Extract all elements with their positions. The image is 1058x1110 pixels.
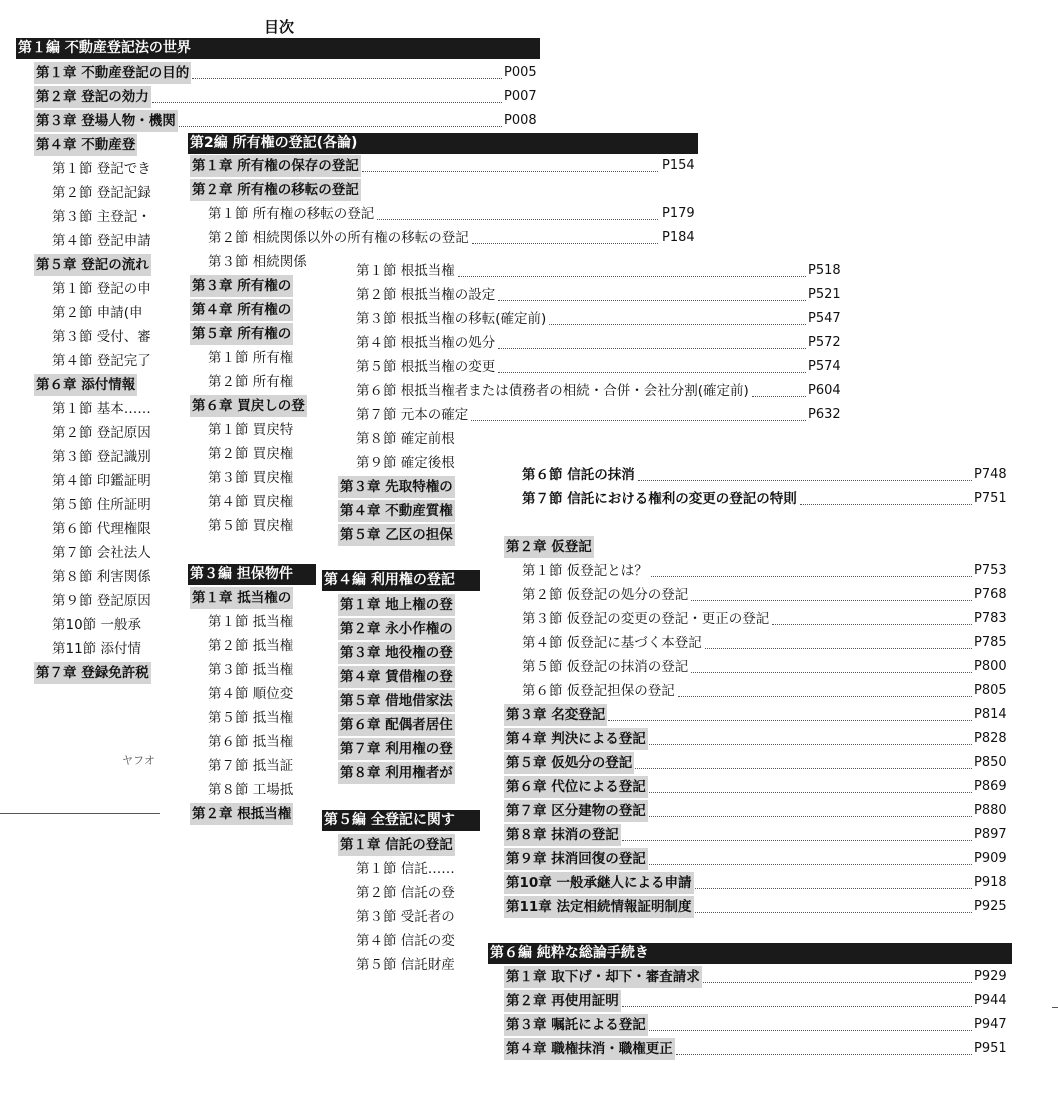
toc-entry-label: 第３章 先取特権の [338, 476, 455, 498]
leader-dots [638, 458, 972, 481]
toc-entry-label: 第２節 登記記録 [52, 185, 151, 201]
toc-page-number: P604 [808, 383, 841, 398]
toc-entry-label: 第１節 信託…… [356, 861, 455, 877]
part-header: 第１編 不動産登記法の世界 [16, 38, 540, 59]
toc-entry-label: 第２節 所有権 [208, 374, 294, 390]
toc-section-row [186, 635, 316, 657]
toc-sheet-part3 [186, 562, 316, 828]
toc-section-row [338, 404, 858, 426]
toc-entry-label: 第２節 申請(申 [52, 305, 143, 321]
toc-page-number: P521 [808, 287, 841, 302]
toc-entry-label: 第６章 添付情報 [34, 374, 137, 396]
toc-entry-label: 第６節 抵当権 [208, 734, 294, 750]
toc-page-number: P869 [974, 779, 1007, 794]
toc-page-number: P572 [808, 335, 841, 350]
toc-entry-label: 第７章 区分建物の登記 [504, 800, 648, 822]
toc-entry-label: 第１節 所有権の移転の登記 [208, 206, 375, 222]
toc-entry-label: 第３節 買戻権 [208, 470, 294, 486]
leader-dots [622, 984, 972, 1007]
toc-page-number: P785 [974, 635, 1007, 650]
toc-chapter-row [320, 666, 480, 688]
toc-entry-label: 第３節 登記識別 [52, 449, 151, 465]
toc-entry-label: 第３章 登場人物・機関 [34, 110, 178, 132]
toc-page-number: P909 [974, 851, 1007, 866]
toc-page-number: P154 [662, 158, 695, 173]
toc-page-number: P748 [974, 467, 1007, 482]
toc-page-number: P925 [974, 899, 1007, 914]
toc-chapter-row [16, 110, 540, 132]
toc-page-number: P751 [974, 491, 1007, 506]
toc-entry-label: 第１章 信託の登記 [338, 834, 455, 856]
toc-entry-label: 第９章 抹消回復の登記 [504, 848, 648, 870]
toc-entry-label: 第８節 確定前根 [356, 431, 455, 447]
leader-dots [498, 350, 806, 373]
toc-entry-label: 第10節 一般承 [52, 617, 141, 633]
toc-entry-label: 第６節 仮登記担保の登記 [522, 683, 675, 699]
toc-section-row [502, 512, 1014, 534]
toc-entry-label: 第１節 基本…… [52, 401, 151, 417]
toc-entry-label: 第３章 所有権の [190, 275, 293, 297]
toc-entry-label: 第２章 根抵当権 [190, 803, 293, 825]
toc-section-row [186, 227, 698, 249]
toc-section-row [186, 611, 316, 633]
leader-dots [472, 221, 658, 244]
part-header: 第６編 純粋な総論手続き [488, 943, 1012, 964]
leader-dots [608, 698, 972, 721]
toc-page-number: P518 [808, 263, 841, 278]
toc-entry-label: 第５章 借地借家法 [338, 690, 455, 712]
toc-sheet-part4 [320, 570, 480, 790]
part-header: 第2編 所有権の登記(各論) [188, 133, 698, 154]
toc-entry-label: 第３節 受付、審 [52, 329, 151, 345]
toc-section-row [186, 707, 316, 729]
toc-entry-label: 第４節 印鑑証明 [52, 473, 151, 489]
toc-section-row [186, 683, 316, 705]
leader-dots [691, 578, 972, 601]
leader-dots [649, 722, 972, 745]
toc-entry-label: 第１章 所有権の保存の登記 [190, 155, 361, 177]
toc-section-row [320, 858, 480, 880]
leader-dots [179, 104, 502, 127]
part-header: 第５編 全登記に関す [322, 810, 480, 831]
toc-section-row [320, 882, 480, 904]
watermark-text: ヤフオ [122, 754, 155, 767]
toc-page-number: P944 [974, 993, 1007, 1008]
toc-entry-label: 第２章 登記の効力 [34, 86, 151, 108]
toc-entry-label: 第４節 登記申請 [52, 233, 151, 249]
leader-dots [549, 302, 806, 325]
toc-page-number: P850 [974, 755, 1007, 770]
toc-entry-label: 第１章 不動産登記の目的 [34, 62, 191, 84]
toc-entry-label: 第４章 所有権の [190, 299, 293, 321]
toc-chapter-row [320, 690, 480, 712]
toc-entry-label: 第９節 登記原因 [52, 593, 151, 609]
toc-entry-label: 第３章 名変登記 [504, 704, 607, 726]
toc-entry-label: 第４章 判決による登記 [504, 728, 648, 750]
leader-dots [458, 256, 806, 277]
toc-page-number: P828 [974, 731, 1007, 746]
toc-entry-label: 第２章 永小作権の [338, 618, 455, 640]
leader-dots [676, 1032, 972, 1055]
toc-entry-label: 第４章 職権抹消・職権更正 [504, 1038, 675, 1060]
toc-entry-label: 第７節 抵当証 [208, 758, 294, 774]
toc-page-number: P753 [974, 563, 1007, 578]
toc-sheet-part6 [486, 940, 1014, 1070]
toc-entry-label: 第２節 相続関係以外の所有権の移転の登記 [208, 230, 469, 246]
toc-entry-label: 第４節 順位変 [208, 686, 294, 702]
toc-entry-label: 第９節 確定後根 [356, 455, 455, 471]
toc-section-row [186, 755, 316, 777]
toc-section-row [186, 731, 316, 753]
toc-section-row [320, 954, 480, 976]
leader-dots [800, 482, 972, 505]
toc-entry-label: 第１節 根抵当権 [356, 263, 455, 279]
leader-dots [471, 398, 806, 421]
leader-dots [192, 56, 502, 79]
toc-chapter-row [320, 642, 480, 664]
leader-dots [622, 818, 972, 841]
toc-entry-label: 第７節 会社法人 [52, 545, 151, 561]
toc-entry-label: 第８節 工場抵 [208, 782, 294, 798]
toc-page-number: P897 [974, 827, 1007, 842]
toc-entry-label: 第７章 利用権の登 [338, 738, 455, 760]
toc-entry-label: 第２節 登記原因 [52, 425, 151, 441]
toc-chapter-row [320, 714, 480, 736]
toc-page-number: P929 [974, 969, 1007, 984]
toc-entry-label: 第１節 仮登記とは？ [522, 563, 648, 579]
leader-dots [705, 626, 972, 649]
toc-entry-label: 第８章 抹消の登記 [504, 824, 621, 846]
toc-section-row [186, 659, 316, 681]
toc-entry-label: 第１節 抵当権 [208, 614, 294, 630]
toc-entry-label: 第４節 信託の変 [356, 933, 455, 949]
toc-entry-label: 第６章 代位による登記 [504, 776, 648, 798]
leader-dots [772, 602, 972, 625]
toc-chapter-row [320, 738, 480, 760]
toc-chapter-row [186, 155, 698, 177]
toc-page-number: P632 [808, 407, 841, 422]
toc-page-number: P951 [974, 1041, 1007, 1056]
toc-entry-label: 第４節 登記完了 [52, 353, 151, 369]
page-title: 目次 [264, 18, 295, 36]
toc-entry-label: 第１節 登記の申 [52, 281, 151, 297]
toc-chapter-row [320, 594, 480, 616]
leader-dots [498, 326, 806, 349]
toc-entry-label: 第６章 配偶者居住 [338, 714, 455, 736]
toc-section-row [338, 428, 858, 450]
toc-entry-label: 第２章 仮登記 [504, 536, 594, 558]
toc-entry-label: 第５節 抵当権 [208, 710, 294, 726]
leader-dots [377, 197, 658, 220]
toc-entry-label: 第３章 地役権の登 [338, 642, 455, 664]
toc-entry-label: 第２節 抵当権 [208, 638, 294, 654]
toc-entry-label: 第１節 買戻特 [208, 422, 294, 438]
part-header: 第４編 利用権の登記 [322, 570, 480, 591]
toc-entry-label: 第３節 抵当権 [208, 662, 294, 678]
part-header: 第３編 担保物件 [188, 564, 316, 585]
toc-entry-label: 第３節 根抵当権の移転(確定前) [356, 311, 547, 327]
toc-section-row [320, 930, 480, 952]
toc-entry-label: 第４章 不動産質権 [338, 500, 455, 522]
leader-dots [649, 842, 972, 865]
toc-entry-label: 第５節 仮登記の抹消の登記 [522, 659, 689, 675]
toc-entry-label: 第２章 所有権の移転の登記 [190, 179, 361, 201]
toc-entry-label: 第３節 受託者の [356, 909, 455, 925]
toc-entry-label: 第11節 添付情 [52, 641, 141, 657]
toc-entry-label: 第４章 不動産登 [34, 134, 137, 156]
leader-dots [649, 794, 972, 817]
toc-section-row [502, 488, 1014, 510]
toc-entry-label: 第２節 仮登記の処分の登記 [522, 587, 689, 603]
toc-entry-label: 第８節 利害関係 [52, 569, 151, 585]
divider-line [0, 813, 160, 814]
leader-dots [703, 960, 972, 983]
toc-page-number: P179 [662, 206, 695, 221]
toc-page-number: P947 [974, 1017, 1007, 1032]
toc-entry-label: 第１章 地上権の登 [338, 594, 455, 616]
leader-dots [362, 149, 658, 172]
toc-entry-label: 第６章 買戻しの登 [190, 395, 307, 417]
toc-section-row [320, 906, 480, 928]
toc-chapter-row [502, 896, 1014, 918]
toc-entry-label: 第３節 仮登記の変更の登記・更正の登記 [522, 611, 770, 627]
leader-dots [498, 278, 806, 301]
leader-dots [152, 80, 502, 103]
toc-entry-label: 第４章 賃借権の登 [338, 666, 455, 688]
toc-chapter-row [320, 618, 480, 640]
toc-entry-label: 第３節 相続関係 [208, 254, 307, 270]
toc-entry-label: 第３章 嘱託による登記 [504, 1014, 648, 1036]
toc-page-number: P918 [974, 875, 1007, 890]
toc-entry-label: 第１章 抵当権の [190, 587, 293, 609]
toc-entry-label: 第３節 主登記・ [52, 209, 151, 225]
toc-entry-label: 第６節 代理権限 [52, 521, 151, 537]
leader-dots [695, 866, 972, 889]
toc-chapter-row [320, 762, 480, 784]
toc-section-row [186, 779, 316, 801]
toc-sheet-trust-provisional [502, 456, 1014, 926]
toc-chapter-row [320, 834, 480, 856]
toc-entry-label: 第６節 根抵当権者または債務者の相続・合併・会社分割(確定前) [356, 383, 749, 399]
toc-entry-label: 第５節 住所証明 [52, 497, 151, 513]
toc-page-number: P805 [974, 683, 1007, 698]
toc-entry-label: 第２節 根抵当権の設定 [356, 287, 496, 303]
toc-page-number: P800 [974, 659, 1007, 674]
toc-page-number: P574 [808, 359, 841, 374]
toc-entry-label: 第５節 買戻権 [208, 518, 294, 534]
toc-entry-label: 第２節 買戻権 [208, 446, 294, 462]
toc-chapter-row [486, 1038, 1014, 1060]
toc-entry-label: 第５章 所有権の [190, 323, 293, 345]
leader-dots [635, 746, 972, 769]
toc-page-number: P007 [504, 89, 537, 104]
toc-entry-label: 第５節 信託財産 [356, 957, 455, 973]
leader-dots [651, 554, 972, 577]
toc-entry-label: 第５章 登記の流れ [34, 254, 151, 276]
toc-entry-label: 第１節 登記でき [52, 161, 151, 177]
toc-entry-label: 第２章 再使用証明 [504, 990, 621, 1012]
toc-page-number: P547 [808, 311, 841, 326]
toc-chapter-row [186, 803, 316, 825]
toc-entry-label: 第11章 法定相続情報証明制度 [504, 896, 694, 918]
toc-sheet-part5 [320, 810, 480, 980]
leader-dots [691, 650, 972, 673]
toc-page-number: P184 [662, 230, 695, 245]
toc-entry-label: 第４節 買戻権 [208, 494, 294, 510]
toc-page-number: P005 [504, 65, 537, 80]
toc-entry-label: 第４節 根抵当権の処分 [356, 335, 496, 351]
toc-page-number: P768 [974, 587, 1007, 602]
toc-entry-label: 第８章 利用権者が [338, 762, 455, 784]
toc-entry-label: 第10章 一般承継人による申請 [504, 872, 694, 894]
toc-entry-label: 第５章 乙区の担保 [338, 524, 455, 546]
leader-dots [649, 770, 972, 793]
toc-entry-label: 第５章 仮処分の登記 [504, 752, 634, 774]
leader-dots [649, 1008, 972, 1031]
toc-entry-label: 第２節 信託の登 [356, 885, 455, 901]
leader-dots [752, 374, 806, 397]
toc-chapter-row [186, 587, 316, 609]
toc-entry-label: 第７節 元本の確定 [356, 407, 469, 423]
leader-dots [678, 674, 972, 697]
toc-entry-label: 第７節 信託における権利の変更の登記の特則 [522, 491, 797, 507]
toc-entry-label: 第５節 根抵当権の変更 [356, 359, 496, 375]
toc-page-number: P783 [974, 611, 1007, 626]
toc-entry-label: 第６節 信託の抹消 [522, 467, 635, 483]
toc-page-number: P008 [504, 113, 537, 128]
leader-dots [695, 890, 972, 913]
toc-entry-label: 第１節 所有権 [208, 350, 294, 366]
toc-entry-label: 第４節 仮登記に基づく本登記 [522, 635, 702, 651]
toc-entry-label: 第７章 登録免許税 [34, 662, 151, 684]
toc-entry-label: 第１章 取下げ・却下・審査請求 [504, 966, 702, 988]
toc-page-number: P814 [974, 707, 1007, 722]
divider-tick [1052, 1007, 1058, 1008]
toc-page-number: P880 [974, 803, 1007, 818]
